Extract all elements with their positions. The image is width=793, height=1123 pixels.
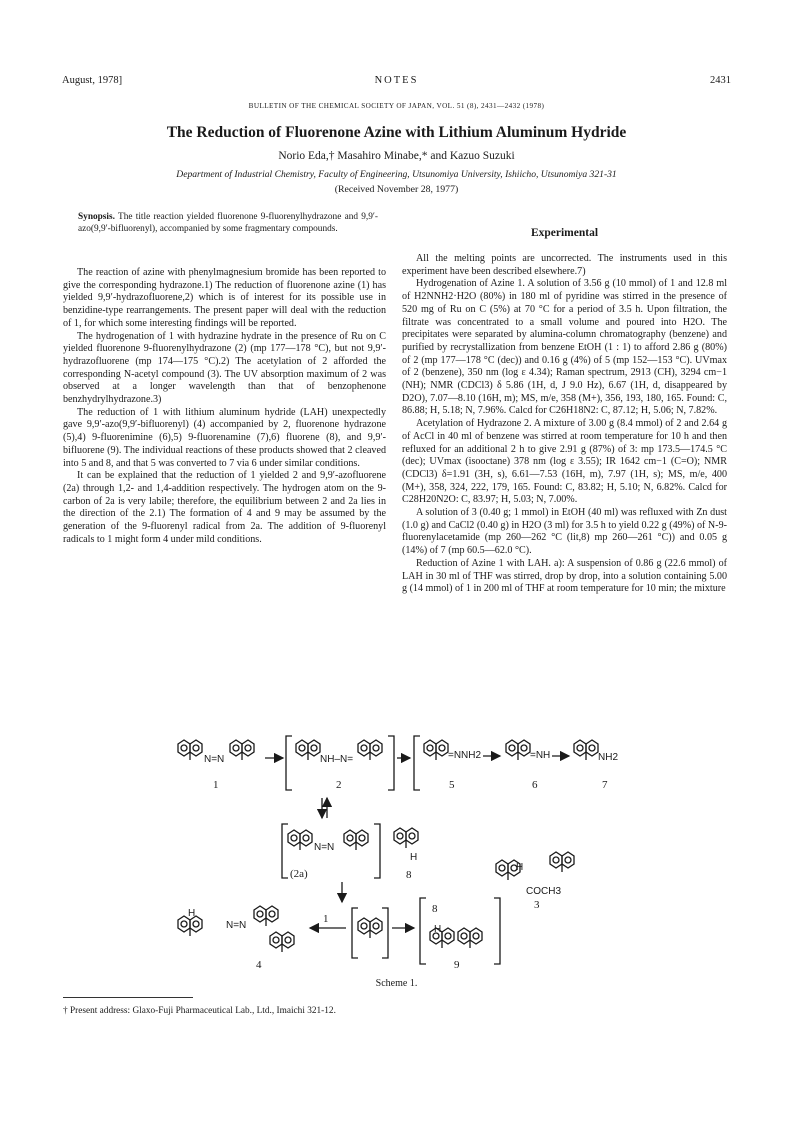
paper-title: The Reduction of Fluorenone Azine with Lithium Aluminum Hydride [166,124,627,141]
compound-label: 4 [256,959,262,971]
bracket [388,736,394,790]
header-date: August, 1978] [62,75,123,86]
right-paragraph-2: Hydrogenation of Azine 1. A solution of 3.56 g (10 mmol) of 1 and 12.8 ml of H2NNH2·H2O (80%) in 180 ml of pyridine was stirred in the presence of 520 mg of Ru on C (5%) at 70 °C for a period of 3.5 h. Upon filtration, the filtrate was concentrated to a small volume and poured into H2O. The precipitates were separated by alumina-column chromatography (benzene) and purified by recrystallization from benzene EtOH (1 : 1) to afford 2.86 g (80%) of 2 (mp 177—178 °C (dec)) and 0.16 g (4%) of 5 (mp 152—153 °C). UVmax of 2 (benzene), 350 nm (log ε 4.34); Raman spectrum, 2913 (CH), 3294 cm−1 (NH); NMR (CDCl3) δ 5.86 (1H, d, J 9.0 Hz), 6.67 (1H, d, disappeared by D2O), 7.07—8.10 (16H, m); MS, m/e, 358 (M+), 356, 193, 180, 165. Found: C, 86.88; H, 5.18; N, 7.96%. Calcd for C26H18N2: C, 87.12; H, 5.06; N, 7.82%. [402,278,727,417]
right-paragraph-4: A solution of 3 (0.40 g; 1 mmol) in EtOH (40 ml) was refluxed with Zn dust (1.0 g) and CaCl2 (0.40 g) in H2O (3 ml) for 3.5 h to yield 0.22 g (49%) of N-9-fluorenylacetamide (mp 260—262 °C (lit,8) mp 260—261 °C)) and 0.05 g (14%) of 7 (mp 60.5—62.0 °C). [402,507,727,557]
bracket [414,736,420,790]
left-column [63,267,386,546]
bracket [374,824,380,878]
compound-9-structure [430,924,482,971]
header-page-number: 2431 [710,75,731,86]
synopsis-label: Synopsis. [78,212,115,222]
compound-label: 5 [449,779,455,791]
received-date: (Received November 28, 1977) [334,184,459,195]
left-paragraph-1: The reaction of azine with phenylmagnesium bromide has been reported to give the corresponding hydrazone.1) The reduction of fluorenone azine (1) has yielded 9,9′-hydrazofluorene,2) which is of interest for its possible use in benzidine-type rearrangements. The present paper will deal with the reduction of 1, for which some interesting findings will be reported. [63,267,386,329]
journal-citation: BULLETIN OF THE CHEMICAL SOCIETY OF JAPAN, VOL. 51 (8), 2431—2432 (1978) [248,102,545,110]
footnote: † Present address: Glaxo-Fuji Pharmaceutical Lab., Ltd., Imaichi 321-12. [63,1006,336,1016]
affiliation: Department of Industrial Chemistry, Faculty of Engineering, Utsunomiya University, Ishiicho, Utsunomiya 321-31 [176,169,617,180]
group-label: N=N [204,754,225,765]
compound-label: 8 [406,869,412,881]
group-label: COCH3 [526,886,562,897]
reaction-scheme [170,732,650,972]
group-label: H [516,862,524,873]
compound-label: 2 [336,779,342,791]
compound-2a-structure [288,830,368,880]
experimental-heading: Experimental [530,227,599,239]
group-label: NH–N= [320,754,354,765]
compound-8-structure [394,828,418,881]
bracket [286,736,292,790]
right-paragraph-3: Acetylation of Hydrazone 2. A mixture of 3.00 g (8.4 mmol) of 2 and 2.64 g of AcCl in 40 ml of benzene was stirred at room temperature for 10 h and then refluxed for an additional 2 h to give 2.91 g (87%) of 3: mp 173.5—174.5 °C (dec); UVmax (isooctane) 378 nm (log ε 3.55); IR 1642 cm−1 (C=O); NMR (CDCl3) δ=1.91 (3H, s), 6.61—7.53 (16H, m), 7.97 (1H, s); MS, m/e, 400 (M+), 358, 324, 222, 179, 165. Found: C, 83.82; H, 5.10; N, 6.82%. Calcd for C28H20N2O: C, 83.97; H, 5.03; N, 7.00%. [402,418,727,506]
right-paragraph-1: All the melting points are uncorrected. The instruments used in this experiment have been described elsewhere.7) [402,253,727,277]
group-label: H [188,908,196,919]
compound-label: 9 [454,959,460,971]
compound-label: 3 [534,899,540,911]
group-label: H [410,852,418,863]
group-label: N=N [226,920,247,931]
reagent-label: 1 [323,913,329,925]
fluorenyl-radical-structure [358,918,382,938]
synopsis-text: The title reaction yielded fluorenone 9-fluorenylhydrazone and 9,9′-azo(9,9′-bifluorenyl), accompanied by some fragmentary compounds. [78,212,379,234]
bracket [494,898,500,964]
compound-label: 1 [213,779,219,791]
group-label: H [434,924,442,935]
compound-5-structure [424,740,482,791]
compound-4-structure [178,906,294,971]
compound-7-structure [574,740,618,791]
group-label: NH2 [598,752,619,763]
left-paragraph-3: The reduction of 1 with lithium aluminum hydride (LAH) unexpectedly gave 9,9′-azo(9,9′-bifluorenyl) (4) accompanied by 2, fluorenone hydrazone (5),4) 9-fluorenimine (6),5) 9-fluorenamine (7),6) fluorene (8), and 9,9′-bifluorene (9). The individual reactions of these products showed that 2 cleaved into 5 and 8, and that 5 was converted to 7 via 6 under similar conditions. [63,406,386,469]
right-column [402,253,727,596]
author-list: Norio Eda,† Masahiro Minabe,* and Kazuo Suzuki [278,150,515,162]
group-label: =NNH2 [448,750,482,761]
compound-label: 8 [432,903,438,915]
compound-label: (2a) [290,868,308,880]
bracket [382,908,388,958]
compound-1-structure [178,740,254,791]
compound-6-structure [506,740,550,791]
right-paragraph-5: Reduction of Azine 1 with LAH. a): A suspension of 0.86 g (22.6 mmol) of LAH in 30 ml of THF was stirred, drop by drop, into a solution containing 5.00 g (14 mmol) of 1 in 200 ml of THF at room temperature for 10 min; the mixture [402,557,727,595]
bracket [352,908,358,958]
group-label: =NH [530,750,551,761]
compound-2-structure [296,740,382,791]
synopsis [78,212,378,236]
scheme-caption: Scheme 1. [375,978,418,989]
left-paragraph-2: The hydrogenation of 1 with hydrazine hydrate in the presence of Ru on C yielded fluorenone 9-fluorenylhydrazone (2) (mp 177—178 °C), but not 9,9′-hydrazofluorene (mp 174—175 °C).2) The acetylation of 2 afforded the corresponding N-acetyl compound (3). The UV absorption maximum of 2 was observed at a longer wavelength than that of benzophenone benzhydrylhydrazone.3) [63,330,386,406]
left-paragraph-4: It can be explained that the reduction of 1 yielded 2 and 9,9′-azofluorene (2a) through 1,2- and 1,4-addition respectively. The hydrogen atom on the 9-carbon of 2a is very labile; therefore, the equilibrium between 2 and 2a lies in the direction of the 2.1) The formation of 4 and 9 may be assumed by the generation of the 9-fluorenyl radical from 2a. The addition of 9-fluorenyl radicals to 1 might form 4 under mild conditions. [63,470,386,545]
compound-3-structure [496,852,574,911]
header-section: NOTES [374,75,419,86]
bracket [282,824,288,878]
compound-label: 6 [532,779,538,791]
compound-label: 7 [602,779,608,791]
bracket [420,898,426,964]
group-label: N=N [314,842,335,853]
footnote-rule [63,997,193,998]
